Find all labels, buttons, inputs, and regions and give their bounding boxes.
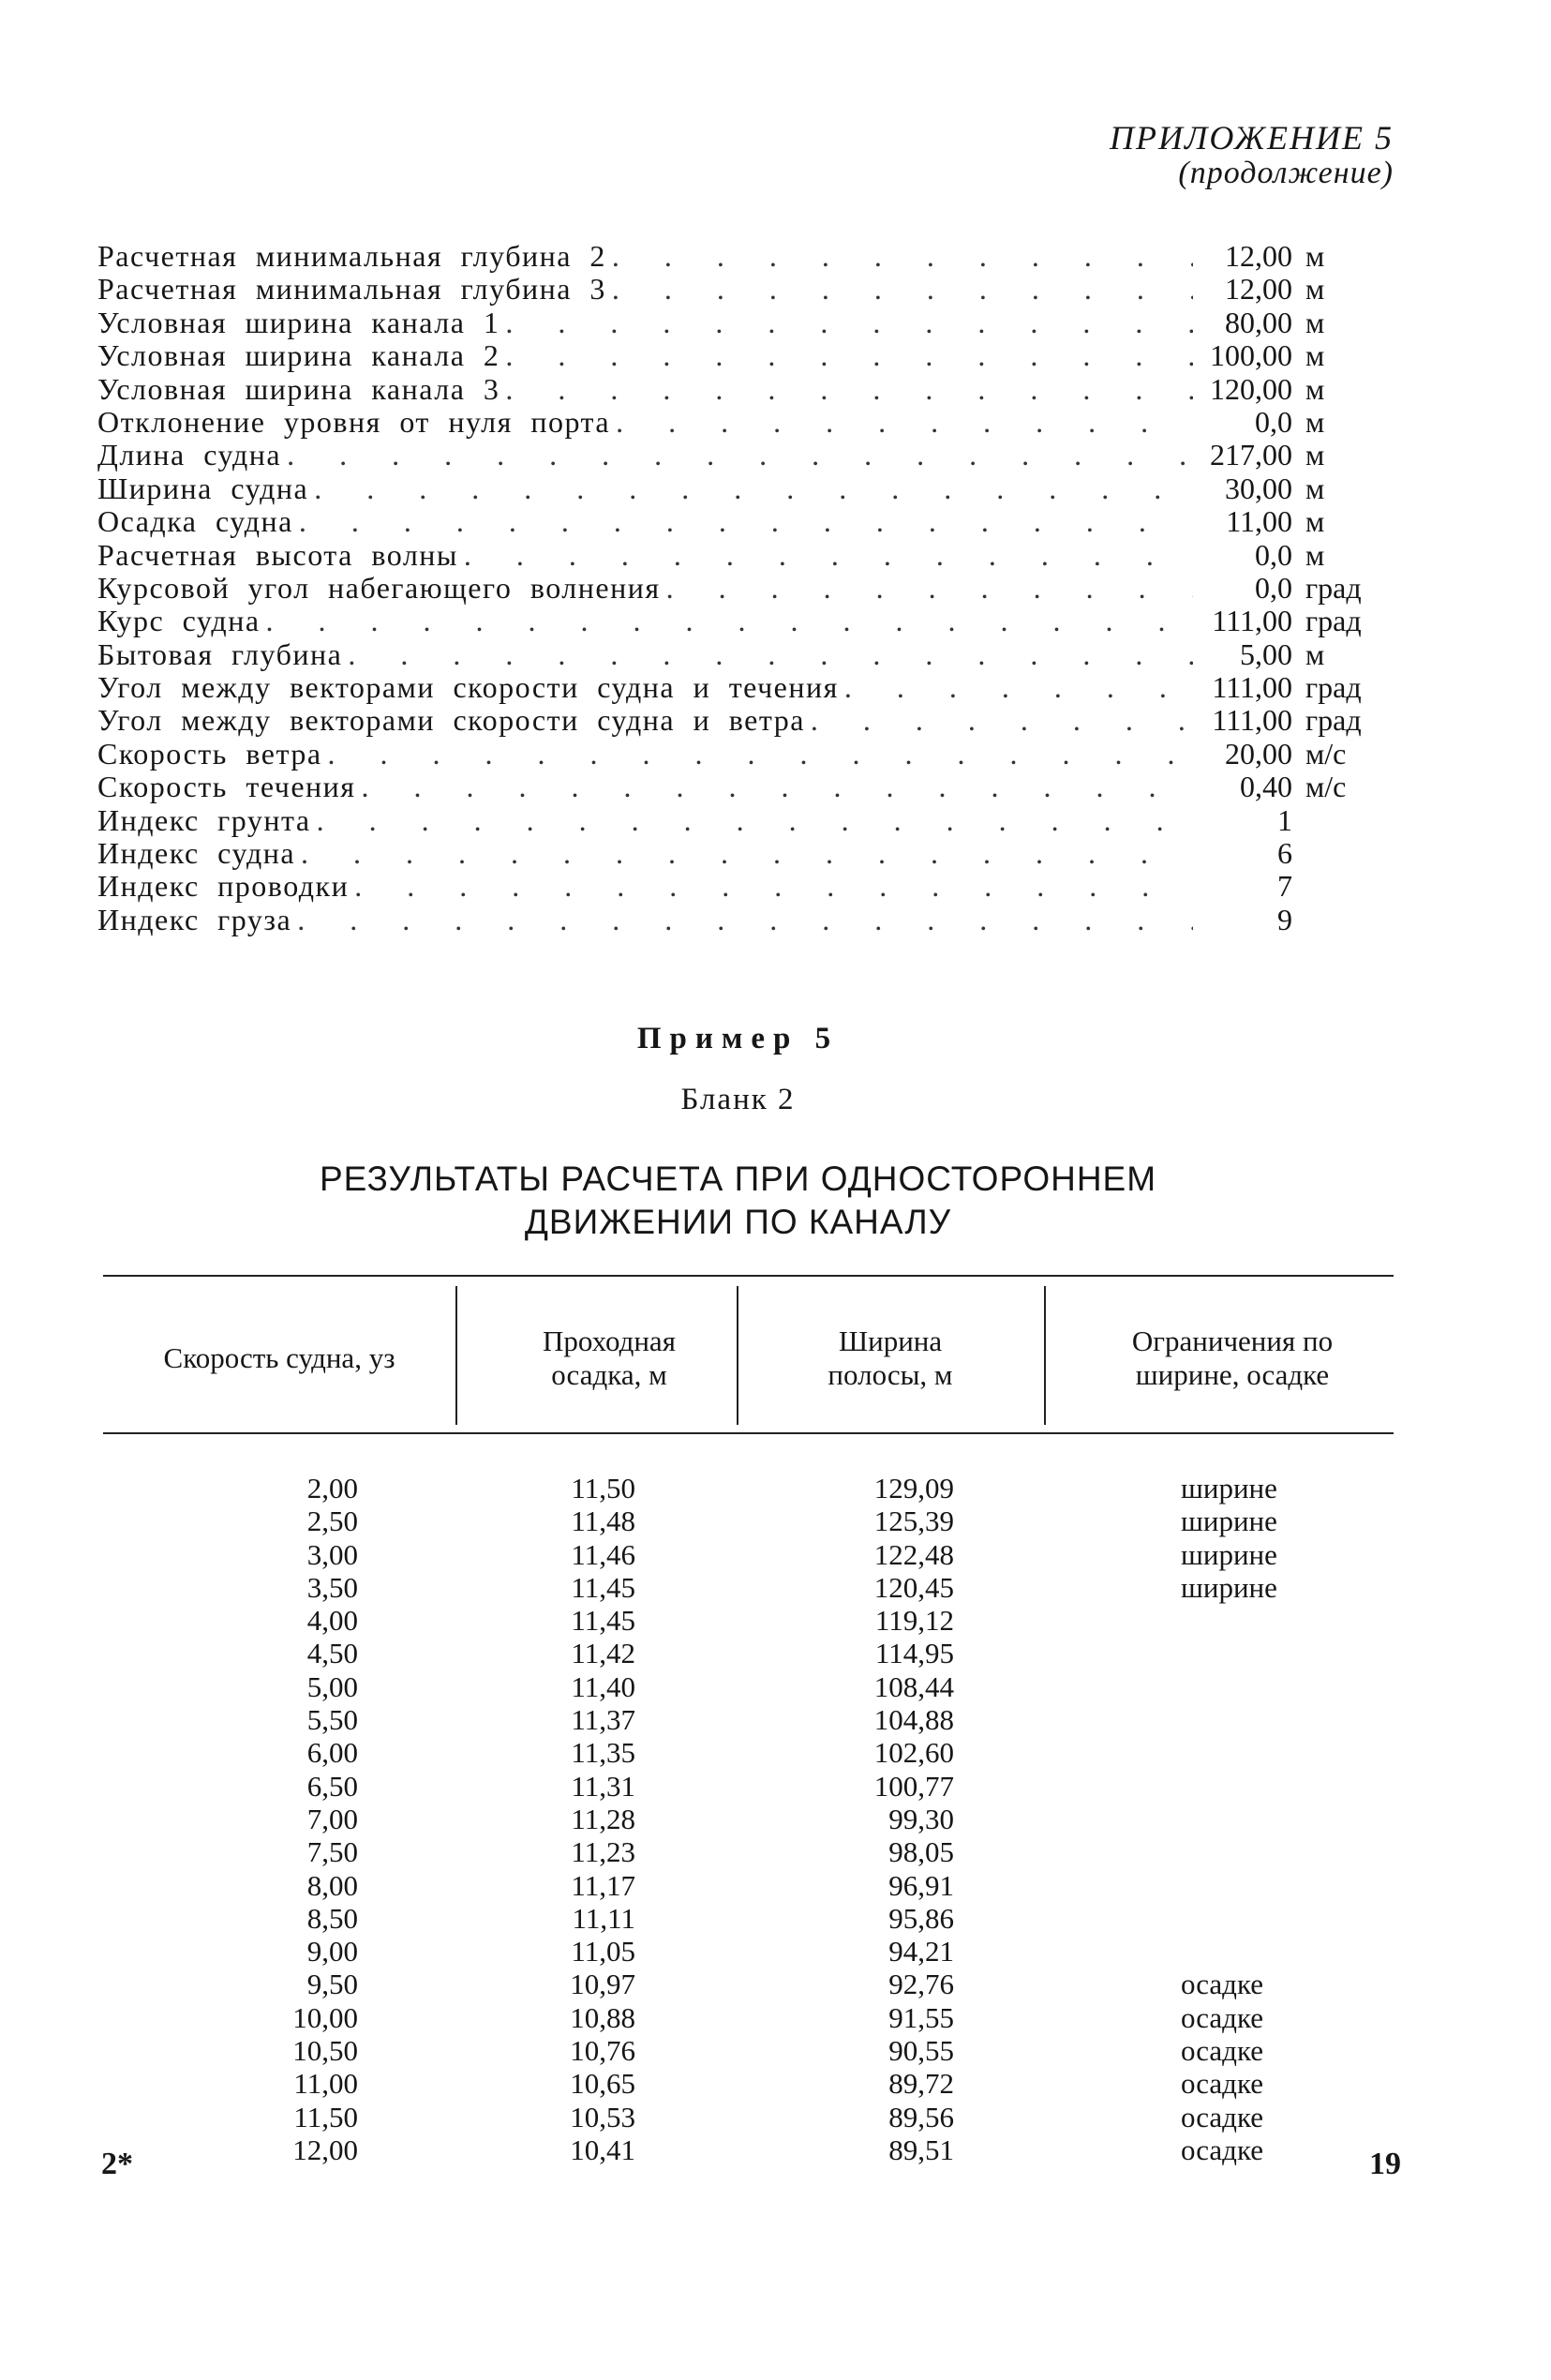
table-title-line-2: ДВИЖЕНИИ ПО КАНАЛУ bbox=[524, 1203, 952, 1241]
dot-leader bbox=[844, 671, 1193, 704]
draft-cell: 11,37 bbox=[571, 1703, 635, 1737]
dot-leader bbox=[297, 904, 1193, 936]
parameter-value: 120,00 bbox=[1210, 371, 1292, 406]
parameter-row bbox=[97, 240, 1405, 273]
parameter-value: 11,00 bbox=[1226, 504, 1292, 539]
parameter-row bbox=[97, 904, 1405, 936]
speed-cell: 4,00 bbox=[306, 1604, 358, 1638]
speed-cell: 3,00 bbox=[306, 1537, 358, 1571]
dot-leader bbox=[317, 804, 1193, 837]
draft-cell: 11,28 bbox=[571, 1802, 635, 1835]
dot-leader bbox=[505, 373, 1193, 406]
table-row bbox=[103, 1637, 1394, 1669]
parameter-row bbox=[97, 638, 1405, 671]
signature-mark: 2* bbox=[101, 2147, 133, 2181]
table-title bbox=[0, 1158, 1476, 1244]
width-cell: 102,60 bbox=[873, 1736, 954, 1770]
dot-leader bbox=[287, 439, 1193, 472]
parameter-unit: град bbox=[1305, 670, 1362, 705]
parameter-label: Бытовая глубина bbox=[97, 636, 343, 671]
width-cell: 96,91 bbox=[888, 1868, 954, 1902]
width-cell: 125,39 bbox=[873, 1504, 954, 1538]
parameter-unit: м/с bbox=[1305, 736, 1347, 771]
parameter-value: 6 bbox=[1277, 836, 1292, 871]
width-cell: 119,12 bbox=[874, 1604, 954, 1638]
dot-leader bbox=[811, 704, 1193, 737]
speed-cell: 6,00 bbox=[306, 1736, 358, 1770]
table-top-rule bbox=[103, 1275, 1394, 1277]
width-cell: 89,51 bbox=[888, 2133, 954, 2166]
column-divider bbox=[737, 1286, 738, 1425]
parameter-row bbox=[97, 704, 1405, 737]
dot-leader bbox=[354, 870, 1193, 903]
draft-cell: 11,11 bbox=[572, 1901, 635, 1935]
width-cell: 108,44 bbox=[873, 1669, 954, 1703]
parameter-row bbox=[97, 373, 1405, 406]
parameter-unit: м bbox=[1305, 504, 1325, 539]
dot-leader bbox=[328, 738, 1193, 771]
table-row bbox=[103, 1902, 1394, 1935]
parameter-label: Индекс груза bbox=[97, 902, 292, 936]
parameter-unit: м bbox=[1305, 371, 1325, 406]
parameter-label: Курсовой угол набегающего волнения bbox=[97, 570, 661, 605]
parameter-value: 12,00 bbox=[1225, 272, 1292, 307]
parameter-label: Индекс проводки bbox=[97, 869, 350, 904]
parameter-row bbox=[97, 605, 1405, 637]
draft-cell: 11,45 bbox=[571, 1604, 635, 1638]
parameter-label: Индекс грунта bbox=[97, 802, 311, 837]
parameter-row bbox=[97, 539, 1405, 572]
parameter-value: 111,00 bbox=[1212, 703, 1292, 738]
table-row bbox=[103, 1803, 1394, 1835]
parameter-label: Скорость течения bbox=[97, 770, 356, 804]
parameter-value: 20,00 bbox=[1225, 736, 1292, 771]
draft-cell: 11,40 bbox=[571, 1669, 635, 1703]
parameter-label: Условная ширина канала 1 bbox=[97, 305, 500, 339]
parameter-row bbox=[97, 273, 1405, 306]
draft-cell: 11,45 bbox=[571, 1570, 635, 1604]
parameter-unit: м bbox=[1305, 239, 1325, 273]
draft-cell: 11,35 bbox=[571, 1736, 635, 1770]
width-cell: 122,48 bbox=[873, 1537, 954, 1571]
table-row bbox=[103, 1571, 1394, 1604]
table-header-rule bbox=[103, 1432, 1394, 1434]
table-row bbox=[103, 1968, 1394, 2000]
speed-cell: 5,50 bbox=[306, 1703, 358, 1737]
parameter-value: 30,00 bbox=[1225, 471, 1292, 505]
table-row bbox=[103, 1869, 1394, 1902]
table-row bbox=[103, 1504, 1394, 1537]
parameter-value: 12,00 bbox=[1225, 239, 1292, 273]
limitation-cell: ширине bbox=[1181, 1504, 1277, 1538]
limitation-cell: осадке bbox=[1181, 2034, 1263, 2068]
table-row bbox=[103, 2067, 1394, 2100]
parameter-list bbox=[97, 240, 1405, 936]
parameter-unit: м bbox=[1305, 471, 1325, 505]
header-limitation: Ограничения по ширине, осадке bbox=[1131, 1325, 1334, 1391]
table-row bbox=[103, 2001, 1394, 2034]
parameter-value: 7 bbox=[1277, 869, 1292, 904]
table-row bbox=[103, 1472, 1394, 1504]
parameter-value: 217,00 bbox=[1210, 438, 1292, 472]
parameter-unit: град bbox=[1305, 703, 1362, 738]
draft-cell: 11,48 bbox=[571, 1504, 635, 1538]
width-cell: 129,09 bbox=[873, 1472, 954, 1504]
form-label: Бланк 2 bbox=[680, 1083, 796, 1116]
parameter-unit: м bbox=[1305, 338, 1325, 373]
parameter-label: Угол между векторами скорости судна и течения bbox=[97, 670, 839, 705]
parameter-row bbox=[97, 406, 1405, 439]
speed-cell: 6,50 bbox=[306, 1769, 358, 1803]
parameter-row bbox=[97, 671, 1405, 704]
table-row bbox=[103, 2133, 1394, 2166]
draft-cell: 11,05 bbox=[571, 1935, 635, 1968]
table-row bbox=[103, 1736, 1394, 1769]
parameter-value: 0,0 bbox=[1255, 537, 1292, 572]
speed-cell: 12,00 bbox=[292, 2133, 358, 2166]
draft-cell: 11,50 bbox=[571, 1472, 635, 1504]
parameter-label: Расчетная минимальная глубина 3 bbox=[97, 272, 606, 307]
limitation-cell: осадке bbox=[1181, 2133, 1263, 2166]
parameter-row bbox=[97, 472, 1405, 505]
dot-leader bbox=[612, 273, 1193, 306]
width-cell: 89,56 bbox=[888, 2100, 954, 2133]
example-heading: Пример 5 bbox=[636, 1022, 840, 1055]
table-row bbox=[103, 1935, 1394, 1968]
parameter-row bbox=[97, 804, 1405, 837]
speed-cell: 10,50 bbox=[292, 2034, 358, 2068]
parameter-unit: град bbox=[1305, 570, 1362, 605]
parameter-row bbox=[97, 439, 1405, 472]
parameter-label: Ширина судна bbox=[97, 471, 309, 505]
table-row bbox=[103, 1835, 1394, 1868]
parameter-value: 9 bbox=[1277, 902, 1292, 936]
limitation-cell: осадке bbox=[1181, 2067, 1263, 2101]
header-speed: Скорость судна, уз bbox=[163, 1341, 395, 1374]
table-row bbox=[103, 1703, 1394, 1736]
limitation-cell: осадке bbox=[1181, 1968, 1263, 2001]
parameter-row bbox=[97, 771, 1405, 803]
limitation-cell: осадке bbox=[1181, 2100, 1263, 2133]
speed-cell: 3,50 bbox=[306, 1570, 358, 1604]
parameter-value: 1 bbox=[1277, 802, 1292, 837]
appendix-header bbox=[1110, 120, 1394, 191]
parameter-label: Индекс судна bbox=[97, 836, 296, 871]
parameter-value: 80,00 bbox=[1225, 305, 1292, 339]
parameter-label: Условная ширина канала 3 bbox=[97, 371, 500, 406]
dot-leader bbox=[666, 572, 1193, 605]
parameter-unit: м bbox=[1305, 537, 1325, 572]
dot-leader bbox=[612, 240, 1193, 273]
draft-cell: 10,53 bbox=[570, 2100, 635, 2133]
parameter-value: 0,40 bbox=[1240, 770, 1292, 804]
width-cell: 94,21 bbox=[888, 1935, 954, 1968]
speed-cell: 4,50 bbox=[306, 1637, 358, 1670]
draft-cell: 11,31 bbox=[571, 1769, 635, 1803]
speed-cell: 7,00 bbox=[306, 1802, 358, 1835]
parameter-unit: м bbox=[1305, 272, 1325, 307]
draft-cell: 10,88 bbox=[570, 2000, 635, 2034]
width-cell: 89,72 bbox=[888, 2067, 954, 2101]
draft-cell: 11,17 bbox=[571, 1868, 635, 1902]
parameter-value: 111,00 bbox=[1212, 670, 1292, 705]
width-cell: 104,88 bbox=[873, 1703, 954, 1737]
limitation-cell: ширине bbox=[1181, 1570, 1277, 1604]
speed-cell: 8,00 bbox=[306, 1868, 358, 1902]
speed-cell: 11,00 bbox=[293, 2067, 358, 2101]
parameter-row bbox=[97, 307, 1405, 339]
parameter-label: Длина судна bbox=[97, 438, 282, 472]
draft-cell: 11,42 bbox=[571, 1637, 635, 1670]
parameter-label: Расчетная минимальная глубина 2 bbox=[97, 239, 606, 273]
results-table-body bbox=[103, 1472, 1394, 2166]
draft-cell: 10,97 bbox=[570, 1968, 635, 2001]
parameter-unit: м/с bbox=[1305, 770, 1347, 804]
speed-cell: 2,50 bbox=[306, 1504, 358, 1538]
width-cell: 114,95 bbox=[874, 1637, 954, 1670]
width-cell: 99,30 bbox=[888, 1802, 954, 1835]
limitation-cell: осадке bbox=[1181, 2000, 1263, 2034]
dot-leader bbox=[505, 339, 1193, 372]
width-cell: 95,86 bbox=[888, 1901, 954, 1935]
draft-cell: 11,46 bbox=[571, 1537, 635, 1571]
limitation-cell: ширине bbox=[1181, 1472, 1277, 1504]
speed-cell: 9,50 bbox=[306, 1968, 358, 2001]
dot-leader bbox=[362, 771, 1194, 803]
dot-leader bbox=[348, 638, 1193, 671]
speed-cell: 9,00 bbox=[306, 1935, 358, 1968]
speed-cell: 2,00 bbox=[306, 1472, 358, 1504]
page-number: 19 bbox=[1369, 2147, 1401, 2181]
draft-cell: 10,41 bbox=[570, 2133, 635, 2166]
dot-leader bbox=[505, 307, 1193, 339]
parameter-unit: м bbox=[1305, 636, 1325, 671]
parameter-value: 5,00 bbox=[1240, 636, 1292, 671]
parameter-row bbox=[97, 572, 1405, 605]
width-cell: 92,76 bbox=[888, 1968, 954, 2001]
parameter-label: Угол между векторами скорости судна и ветра bbox=[97, 703, 805, 738]
parameter-label: Скорость ветра bbox=[97, 736, 322, 771]
width-cell: 98,05 bbox=[888, 1835, 954, 1869]
parameter-value: 100,00 bbox=[1210, 338, 1292, 373]
parameter-value: 111,00 bbox=[1212, 604, 1292, 638]
dot-leader bbox=[464, 539, 1193, 572]
speed-cell: 11,50 bbox=[293, 2100, 358, 2133]
table-row bbox=[103, 2034, 1394, 2067]
dot-leader bbox=[266, 605, 1193, 637]
column-divider bbox=[1044, 1286, 1046, 1425]
width-cell: 100,77 bbox=[873, 1769, 954, 1803]
parameter-row bbox=[97, 505, 1405, 538]
speed-cell: 8,50 bbox=[306, 1901, 358, 1935]
parameter-label: Курс судна bbox=[97, 604, 261, 638]
parameter-label: Расчетная высота волны bbox=[97, 537, 458, 572]
table-row bbox=[103, 1670, 1394, 1703]
speed-cell: 7,50 bbox=[306, 1835, 358, 1869]
parameter-unit: м bbox=[1305, 438, 1325, 472]
dot-leader bbox=[301, 837, 1193, 870]
parameter-label: Условная ширина канала 2 bbox=[97, 338, 500, 373]
table-row bbox=[103, 1538, 1394, 1571]
table-row bbox=[103, 1770, 1394, 1803]
table-row bbox=[103, 2101, 1394, 2133]
width-cell: 90,55 bbox=[888, 2034, 954, 2068]
draft-cell: 10,65 bbox=[570, 2067, 635, 2101]
parameter-label: Осадка судна bbox=[97, 504, 293, 539]
draft-cell: 11,23 bbox=[571, 1835, 635, 1869]
parameter-row bbox=[97, 837, 1405, 870]
column-divider bbox=[455, 1286, 457, 1425]
draft-cell: 10,76 bbox=[570, 2034, 635, 2068]
limitation-cell: ширине bbox=[1181, 1537, 1277, 1571]
width-cell: 91,55 bbox=[888, 2000, 954, 2034]
parameter-unit: м bbox=[1305, 404, 1325, 439]
width-cell: 120,45 bbox=[873, 1570, 954, 1604]
parameter-unit: град bbox=[1305, 604, 1362, 638]
dot-leader bbox=[314, 472, 1193, 505]
speed-cell: 10,00 bbox=[292, 2000, 358, 2034]
dot-leader bbox=[616, 406, 1193, 439]
header-width: Ширина полосы, м bbox=[828, 1325, 953, 1391]
parameter-value: 0,0 bbox=[1255, 404, 1292, 439]
table-title-line-1: РЕЗУЛЬТАТЫ РАСЧЕТА ПРИ ОДНОСТОРОННЕМ bbox=[319, 1160, 1157, 1198]
parameter-row bbox=[97, 870, 1405, 903]
appendix-subtitle: (продолжение) bbox=[1178, 156, 1394, 190]
parameter-row bbox=[97, 738, 1405, 771]
parameter-label: Отклонение уровня от нуля порта bbox=[97, 404, 611, 439]
header-draft: Проходная осадка, м bbox=[543, 1325, 676, 1391]
table-row bbox=[103, 1604, 1394, 1637]
dot-leader bbox=[299, 505, 1193, 538]
parameter-row bbox=[97, 339, 1405, 372]
parameter-value: 0,0 bbox=[1255, 570, 1292, 605]
speed-cell: 5,00 bbox=[306, 1669, 358, 1703]
parameter-unit: м bbox=[1305, 305, 1325, 339]
appendix-title: ПРИЛОЖЕНИЕ 5 bbox=[1110, 119, 1394, 157]
